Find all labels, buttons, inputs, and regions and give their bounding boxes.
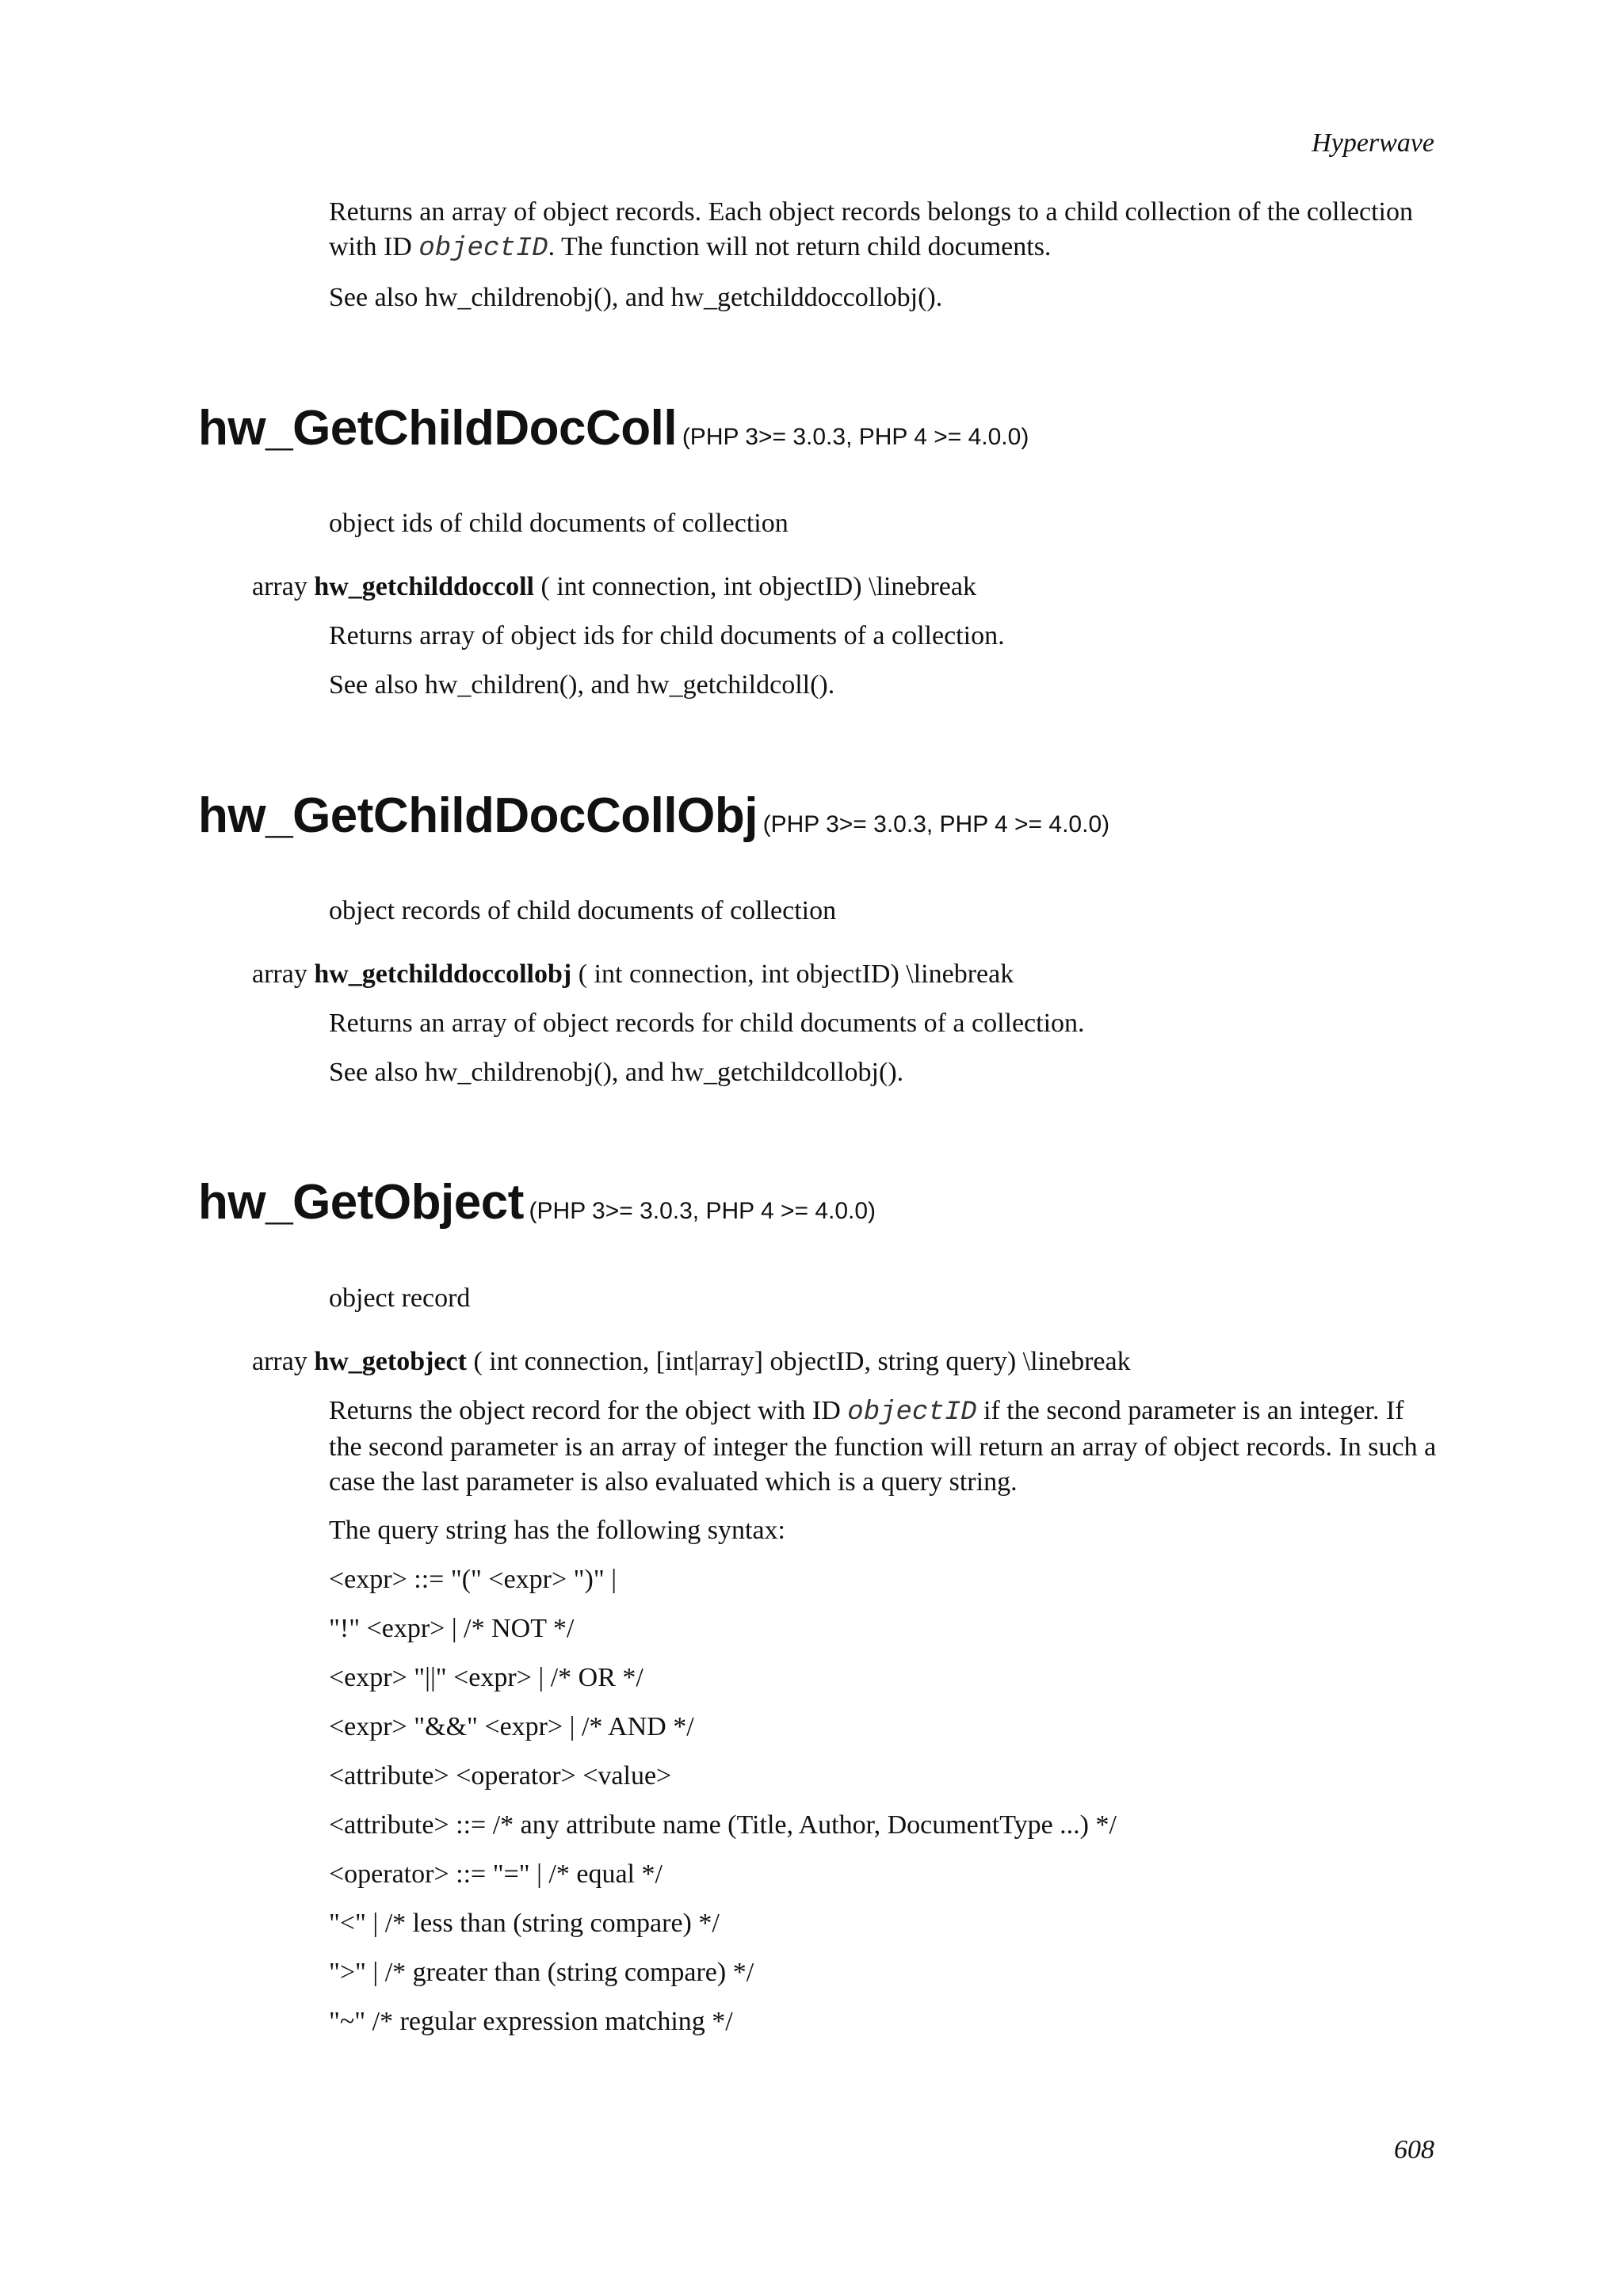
syntax-intro: The query string has the following syntax: bbox=[329, 1516, 786, 1545]
synopsis-function-name: hw_getchilddoccoll bbox=[314, 572, 534, 601]
synopsis-function-name: hw_getobject bbox=[314, 1347, 467, 1376]
syntax-line: "<" | /* less than (string compare) */ bbox=[329, 1909, 720, 1938]
syntax-line: <attribute> ::= /* any attribute name (Title, Author, DocumentType ...) */ bbox=[329, 1810, 1117, 1840]
section-title-getobject bbox=[198, 1174, 876, 1230]
function-synopsis bbox=[252, 1344, 1131, 1379]
running-header: Hyperwave bbox=[1312, 128, 1434, 158]
synopsis-params: ( int connection, [int|array] objectID, string query) \linebreak bbox=[473, 1347, 1131, 1376]
function-name: hw_GetChildDocCollObj bbox=[198, 788, 758, 843]
function-see-also: See also hw_children(), and hw_getchildcoll(). bbox=[329, 670, 835, 700]
function-purpose: object record bbox=[329, 1283, 471, 1313]
synopsis-params: ( int connection, int objectID) \linebreak bbox=[578, 959, 1014, 989]
function-purpose: object records of child documents of collection bbox=[329, 896, 837, 925]
syntax-line: <expr> ::= "(" <expr> ")" | bbox=[329, 1565, 617, 1594]
function-name: hw_GetObject bbox=[198, 1175, 524, 1230]
syntax-line: <operator> ::= "=" | /* equal */ bbox=[329, 1859, 663, 1889]
syntax-line: "!" <expr> | /* NOT */ bbox=[329, 1614, 575, 1643]
function-see-also: See also hw_childrenobj(), and hw_getchildcollobj(). bbox=[329, 1058, 904, 1087]
function-synopsis bbox=[252, 957, 1014, 992]
page-number: 608 bbox=[1394, 2135, 1434, 2164]
synopsis-function-name: hw_getchilddoccollobj bbox=[314, 959, 572, 989]
section-title-getchilddoccoll bbox=[198, 400, 1029, 456]
syntax-line: <expr> "||" <expr> | /* OR */ bbox=[329, 1663, 643, 1692]
intro-code-term: objectID bbox=[418, 234, 548, 264]
intro-text: Returns an array of object records. Each object records belongs to a child collection of the collection with ID bbox=[329, 197, 1413, 261]
function-synopsis bbox=[252, 570, 976, 605]
version-info: (PHP 3>= 3.0.3, PHP 4 >= 4.0.0) bbox=[682, 424, 1029, 450]
description-text: Returns the object record for the object with ID bbox=[329, 1396, 848, 1425]
intro-paragraph bbox=[329, 195, 1438, 266]
syntax-line: "~" /* regular expression matching */ bbox=[329, 2007, 733, 2036]
function-description: Returns an array of object records for child documents of a collection. bbox=[329, 1009, 1085, 1038]
synopsis-return-type: array bbox=[252, 959, 307, 989]
syntax-line: <attribute> <operator> <value> bbox=[329, 1761, 672, 1791]
version-info: (PHP 3>= 3.0.3, PHP 4 >= 4.0.0) bbox=[762, 811, 1110, 837]
synopsis-params: ( int connection, int objectID) \linebreak bbox=[540, 572, 976, 601]
syntax-line: ">" | /* greater than (string compare) */ bbox=[329, 1958, 754, 1987]
function-purpose: object ids of child documents of collection bbox=[329, 509, 789, 538]
description-text-tail: if the second parameter is an integer. If the second parameter is an array of integer the function will return an array of object records. In such a case the last parameter is also evaluated which is a query string. bbox=[329, 1396, 1437, 1497]
function-description: Returns array of object ids for child documents of a collection. bbox=[329, 621, 1005, 650]
function-name: hw_GetChildDocColl bbox=[198, 401, 678, 456]
syntax-line: <expr> "&&" <expr> | /* AND */ bbox=[329, 1712, 694, 1741]
intro-see-also: See also hw_childrenobj(), and hw_getchilddoccollobj(). bbox=[329, 283, 943, 312]
intro-text-tail: . The function will not return child documents. bbox=[548, 232, 1052, 261]
synopsis-return-type: array bbox=[252, 572, 307, 601]
synopsis-return-type: array bbox=[252, 1347, 307, 1376]
section-title-getchilddoccollobj bbox=[198, 788, 1109, 844]
description-code-term: objectID bbox=[847, 1398, 977, 1428]
function-description bbox=[329, 1394, 1438, 1500]
version-info: (PHP 3>= 3.0.3, PHP 4 >= 4.0.0) bbox=[529, 1198, 876, 1224]
